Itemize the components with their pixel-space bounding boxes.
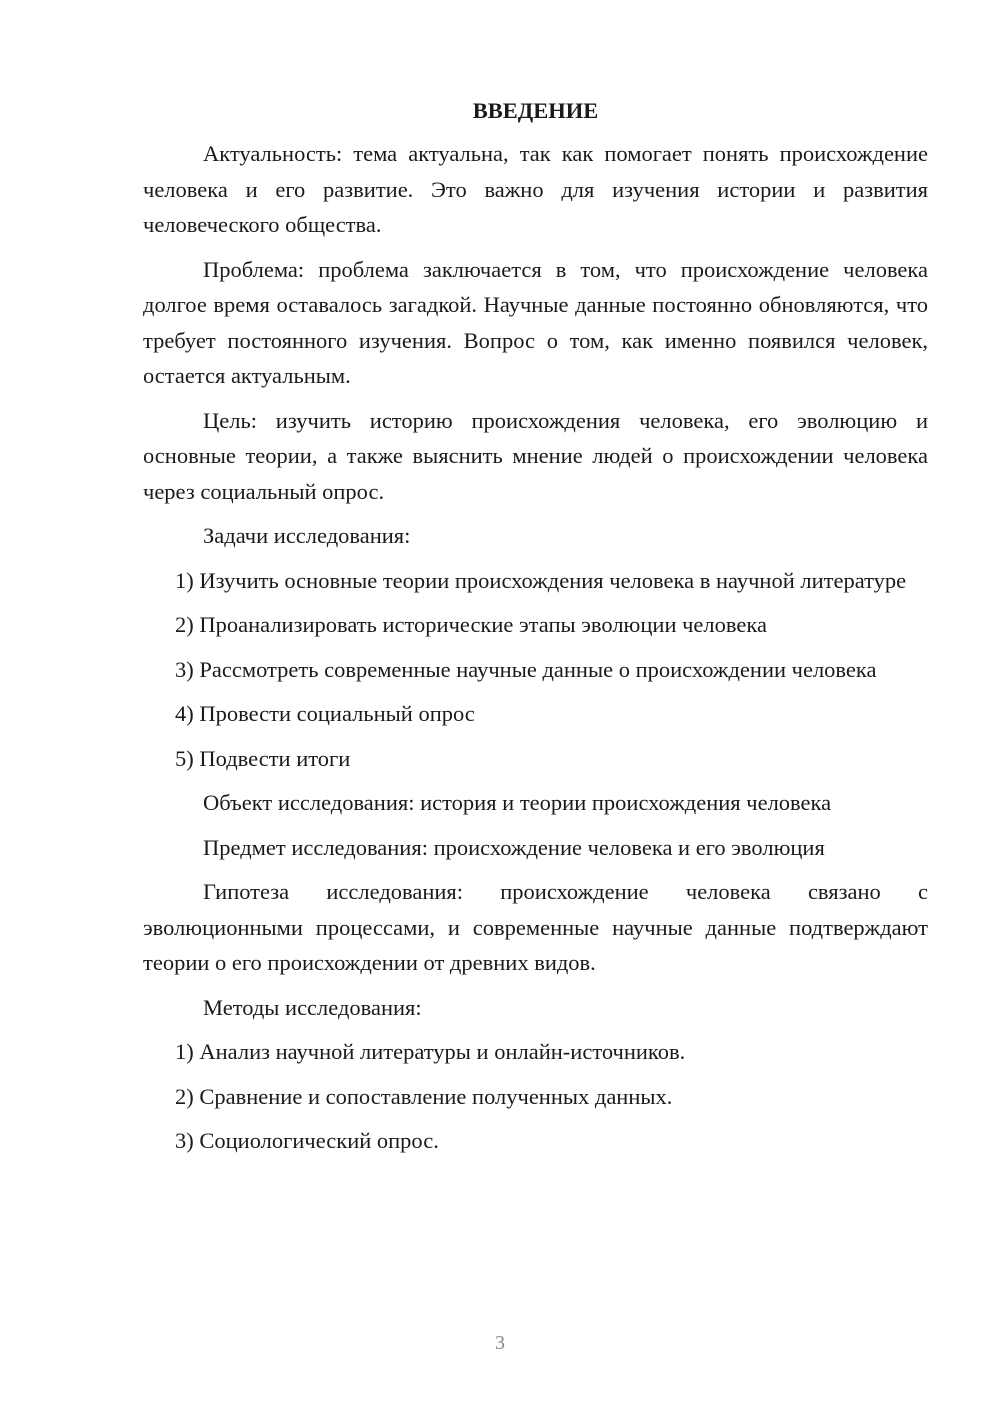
paragraph-subject: Предмет исследования: происхождение человека и его эволюция: [203, 834, 825, 860]
task-item: 2) Проанализировать исторические этапы эволюции человека: [175, 612, 767, 637]
page-content: [143, 95, 928, 1168]
paragraph-hypothesis: Гипотеза исследования: происхождение человека связано с эволюционными процессами, и современные научные данные подтверждают теории о его происхождении от древних видов.: [143, 879, 928, 975]
method-item: 2) Сравнение и сопоставление полученных данных.: [175, 1083, 673, 1109]
task-item: 1) Изучить основные теории происхождения человека в научной литературе: [175, 567, 907, 593]
task-item: 4) Провести социальный опрос: [175, 701, 475, 726]
paragraph-object: Объект исследования: история и теории происхождения человека: [203, 790, 832, 815]
page-title: ВВЕДЕНИЕ: [472, 98, 599, 123]
task-item: 3) Рассмотреть современные научные данные о происхождении человека: [175, 656, 877, 682]
paragraph-goal: Цель: изучить историю происхождения человека, его эволюцию и основные теории, а также выяснить мнение людей о происхождении человека через социальный опрос.: [143, 407, 928, 504]
page-number: 3: [495, 1332, 505, 1354]
method-item: 1) Анализ научной литературы и онлайн-источников.: [175, 1039, 686, 1064]
paragraph-problem: Проблема: проблема заключается в том, что происхождение человека долгое время оставалось загадкой. Научные данные постоянно обновляются, что требует постоянного изучения. Вопрос о том, как именно появился человек, остается актуальным.: [143, 256, 928, 388]
methods-heading: Методы исследования:: [203, 994, 422, 1020]
method-item: 3) Социологический опрос.: [175, 1128, 439, 1153]
tasks-heading: Задачи исследования:: [203, 523, 411, 548]
paragraph-relevance: Актуальность: тема актуальна, так как помогает понять происхождение человека и его развитие. Это важно для изучения истории и развития человеческого общества.: [143, 141, 928, 237]
task-item: 5) Подвести итоги: [175, 745, 351, 771]
